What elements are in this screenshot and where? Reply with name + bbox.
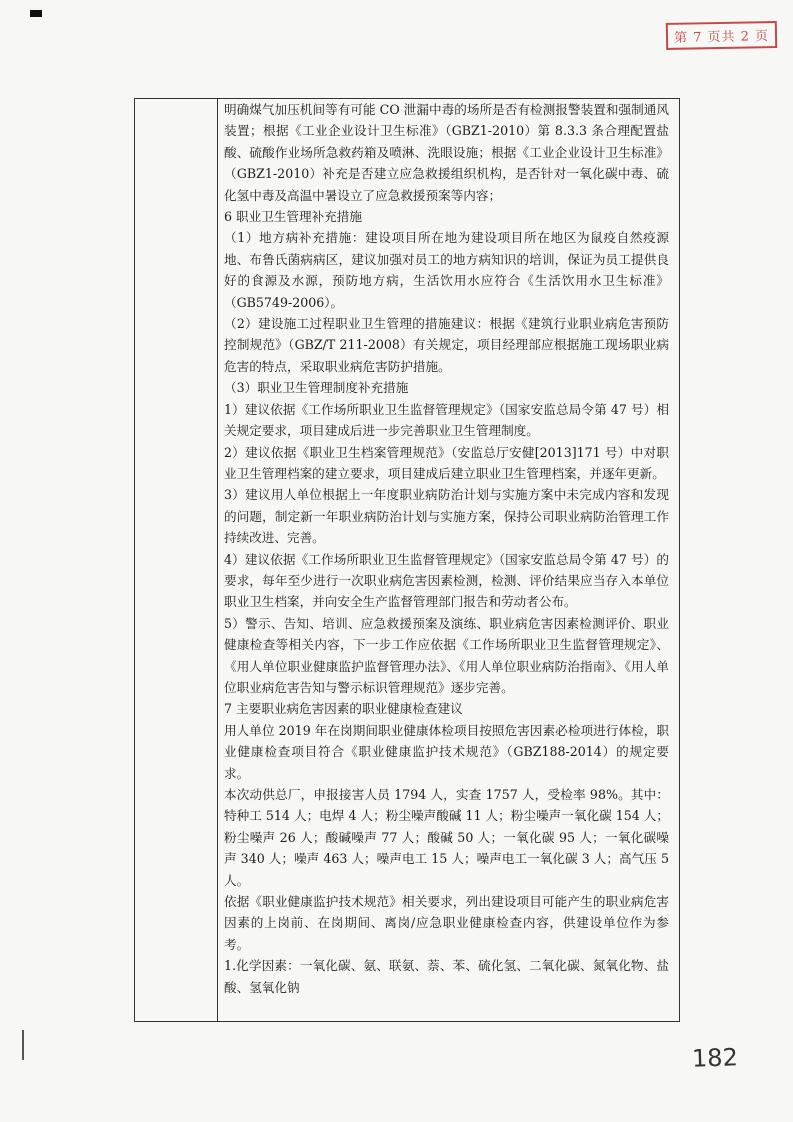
section-heading: 6 职业卫生管理补充措施 [224, 209, 362, 225]
paragraph: 5）警示、告知、培训、应急救援预案及演练、职业病危害因素检测评价、职业健康检查等相关内容，下一步工作应依据《工作场所职业卫生监督管理规定》、《用人单位职业健康监护监督管理办法》、《用人单位职业病防治指南》、《用人单位职业病危害告知与警示标识管理规范》逐步完善。 [224, 615, 669, 695]
margin-mark [22, 1030, 24, 1060]
table-content-cell [224, 99, 669, 998]
section-heading: 7 主要职业病危害因素的职业健康检查建议 [224, 701, 463, 717]
table-left-column [135, 99, 218, 1021]
paragraph: （2）建设施工过程职业卫生管理的措施建议：根据《建筑行业职业病危害预防控制规范》（GBZ/T 211-2008）有关规定，项目经理部应根据施工现场职业病危害的特点，采取职业病危害防护措施。 [224, 316, 669, 374]
paragraph: 1.化学因素：一氧化碳、氨、联氨、萘、苯、硫化氢、二氧化碳、氮氧化物、盐酸、氢氧化钠 [224, 958, 669, 995]
paragraph: 3）建议用人单位根据上一年度职业病防治计划与实施方案中未完成内容和发现的问题，制定新一年职业病防治计划与实施方案，保持公司职业病防治管理工作持续改进、完善。 [224, 487, 669, 546]
subsection-heading: （3）职业卫生管理制度补充措施 [224, 380, 409, 396]
paragraph: 明确煤气加压机间等有可能 CO 泄漏中毒的场所是否有检测报警装置和强制通风装置；根据《工业企业设计卫生标准》（GBZ1-2010）第 8.3.3 条合理配置盐酸、硫酸作业场所急救药箱及喷淋、洗眼设施；根据《工业企业设计卫生标准》（GBZ1-2010）补充是否建立应急救援组织机构，是否针对一氧化碳中毒、硫化氢中毒及高温中暑设立了应急救援预案等内容； [224, 102, 669, 203]
paragraph: 本次动供总厂，申报接害人员 1794 人，实查 1757 人，受检率 98%。其中：特种工 514 人；电焊 4 人；粉尘噪声酸碱 11 人；粉尘噪声一氧化碳 154 人；粉尘噪声 26 人；酸碱噪声 77 人；酸碱 50 人；一氧化碳 95 人；一氧化碳噪声 340 人；噪声 463 人；噪声电工 15 人；噪声电工一氧化碳 3 人；高气压 5 人。 [224, 787, 669, 888]
document-table [134, 98, 680, 1022]
paragraph: （1）地方病补充措施：建设项目所在地为建设项目所在地区为鼠疫自然疫源地、布鲁氏菌病病区，建议加强对员工的地方病知识的培训，保证为员工提供良好的食源及水源，预防地方病，生活饮用水应符合《生活饮用水卫生标准》（GB5749-2006）。 [224, 230, 669, 310]
paragraph: 4）建议依据《工作场所职业卫生监督管理规定》（国家安监总局令第 47 号）的要求，每年至少进行一次职业病危害因素检测，检测、评价结果应当存入本单位职业卫生档案，并向安全生产监督管理部门报告和劳动者公布。 [224, 551, 669, 610]
paragraph: 1）建议依据《工作场所职业卫生监督管理规定》（国家安监总局令第 47 号）相关规定要求，项目建成后进一步完善职业卫生管理制度。 [224, 401, 669, 439]
corner-mark [30, 10, 42, 17]
paragraph: 2）建议依据《职业卫生档案管理规范》（安监总厅安健[2013]171 号）中对职业卫生管理档案的建立要求，项目建成后建立职业卫生管理档案，并逐年更新。 [224, 444, 669, 481]
page-stamp: 第 7 页共 2 页 [666, 21, 778, 50]
handwritten-page-number: 182 [691, 1043, 739, 1073]
paragraph: 用人单位 2019 年在岗期间职业健康体检项目按照危害因素必检项进行体检，职业健康检查项目符合《职业健康监护技术规范》（GBZ188-2014）的规定要求。 [224, 722, 669, 781]
paragraph: 依据《职业健康监护技术规范》相关要求，列出建设项目可能产生的职业病危害因素的上岗前、在岗期间、离岗/应急职业健康检查内容，供建设单位作为参考。 [224, 894, 669, 952]
